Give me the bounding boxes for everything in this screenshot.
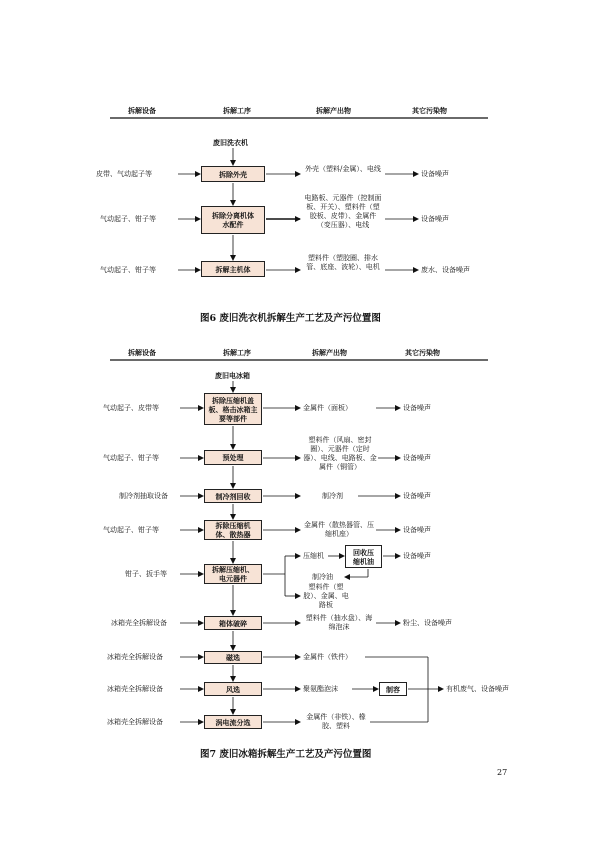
fig7-pollution-label: 设备噪声 bbox=[403, 526, 431, 534]
fig7-process-box: 预处理 bbox=[204, 450, 262, 465]
fig7-pollution-label: 设备噪声 bbox=[403, 454, 431, 462]
fig6-pollution-label: 设备噪声 bbox=[421, 215, 449, 223]
fig7-output-label: 金属件（面板） bbox=[303, 404, 352, 412]
fig7-equipment-label: 钳子、扳手等 bbox=[125, 570, 167, 578]
fig6-header-output: 拆解产出物 bbox=[316, 106, 351, 115]
fig7-equipment-label: 冰箱壳全拆解设备 bbox=[107, 718, 163, 726]
fig6-caption: 图6 废旧洗衣机拆解生产工艺及产污位置图 bbox=[200, 313, 381, 324]
fig6-pollution-label: 设备噪声 bbox=[421, 170, 449, 178]
fig7-equipment-label: 气动起子、钳子等 bbox=[103, 526, 159, 534]
fig6-process-box: 拆除分离机体水配件 bbox=[201, 206, 265, 234]
fig7-equipment-label: 冰箱壳全拆解设备 bbox=[111, 619, 167, 627]
fig7-compressor-oil-box: 回收压缩机油 bbox=[345, 545, 382, 568]
fig6-process-box: 拆解主机体 bbox=[201, 261, 265, 277]
fig7-equipment-label: 气动起子、皮带等 bbox=[103, 404, 159, 412]
fig7-pollution-label: 粉尘、设备噪声 bbox=[403, 619, 452, 627]
fig7-output-label: 金属件（铁件） bbox=[303, 653, 352, 661]
fig7-output-label: 金属件（非铁）、橡胶、塑料 bbox=[306, 713, 366, 730]
fig7-header-equipment: 拆解设备 bbox=[128, 348, 156, 357]
fig6-output-label: 电路板、元器件（控制面板、开关）、塑料件（塑胶板、皮带）、金属件（变压器）、电线 bbox=[304, 194, 382, 229]
fig7-process-box: 风选 bbox=[204, 682, 262, 696]
fig7-equipment-label: 气动起子、钳子等 bbox=[103, 454, 159, 462]
fig7-process-box: 涡电流分选 bbox=[204, 715, 262, 729]
fig7-process-box: 拆除压缩机体、散热器 bbox=[204, 520, 262, 540]
fig6-output-label: 塑料件（塑胶圈、排水管、底座、波轮）、电机 bbox=[306, 254, 380, 271]
fig7-output-label: 塑料件（抽水盘）、海绵泡沫 bbox=[305, 614, 373, 631]
fig7-pollution-label: 设备噪声 bbox=[403, 404, 431, 412]
fig7-process-box: 磁选 bbox=[204, 651, 262, 664]
fig7-equipment-label: 冰箱壳全拆解设备 bbox=[107, 685, 163, 693]
fig7-output-label: 塑料件（塑胶）、金属、电路板 bbox=[303, 583, 349, 609]
fig7-process-box: 拆解压缩机、电元器件 bbox=[204, 564, 262, 584]
fig7-output-compressor: 压缩机 bbox=[303, 552, 324, 560]
fig7-equipment-label: 制冷剂抽取设备 bbox=[119, 492, 168, 500]
fig6-equipment-label: 皮带、气动起子等 bbox=[96, 170, 152, 178]
fig6-start-label: 废旧洗衣机 bbox=[213, 138, 248, 147]
fig6-header-process: 拆解工序 bbox=[223, 106, 251, 115]
fig6-process-box: 拆除外壳 bbox=[201, 166, 265, 182]
fig7-header-process: 拆解工序 bbox=[223, 348, 251, 357]
fig7-merge-box: 制容 bbox=[379, 682, 407, 696]
fig7-process-box: 制冷剂回收 bbox=[204, 489, 262, 503]
fig7-pollution-label: 有机废气、设备噪声 bbox=[446, 685, 509, 693]
fig7-process-box: 拆除压缩机盖板、格击冰箱主要等部件 bbox=[204, 393, 262, 425]
fig7-output-label: 金属件（散热器管、压缩机座） bbox=[304, 521, 374, 538]
fig7-caption: 图7 废旧冰箱拆解生产工艺及产污位置图 bbox=[200, 749, 372, 760]
fig7-output-label: 聚氨酯泡沫 bbox=[303, 685, 338, 693]
fig6-header-equipment: 拆解设备 bbox=[128, 106, 156, 115]
page-number: 27 bbox=[497, 768, 508, 777]
fig7-start-label: 废旧电冰箱 bbox=[215, 371, 250, 380]
fig7-equipment-label: 冰箱壳全拆解设备 bbox=[107, 653, 163, 661]
fig6-equipment-label: 气动起子、钳子等 bbox=[100, 266, 156, 274]
fig7-header-pollution: 其它污染物 bbox=[405, 348, 440, 357]
fig7-header-output: 拆解产出物 bbox=[312, 348, 347, 357]
fig7-output-oil: 制冷油 bbox=[312, 573, 333, 581]
fig6-header-pollution: 其它污染物 bbox=[412, 106, 447, 115]
fig6-output-label: 外壳（塑料/金属）、电线 bbox=[305, 165, 381, 173]
fig7-pollution-label: 设备噪声 bbox=[403, 492, 431, 500]
fig6-pollution-label: 废水、设备噪声 bbox=[421, 266, 470, 274]
fig6-equipment-label: 气动起子、钳子等 bbox=[100, 215, 156, 223]
fig7-output-label: 制冷剂 bbox=[322, 492, 343, 500]
fig7-process-box: 箱体破碎 bbox=[204, 616, 262, 630]
fig7-output-label: 塑料件（风扇、密封圈）、元器件（定时器）、电线、电路板、金属件（铜管） bbox=[303, 436, 377, 471]
fig7-pollution-label: 设备噪声 bbox=[403, 552, 431, 560]
